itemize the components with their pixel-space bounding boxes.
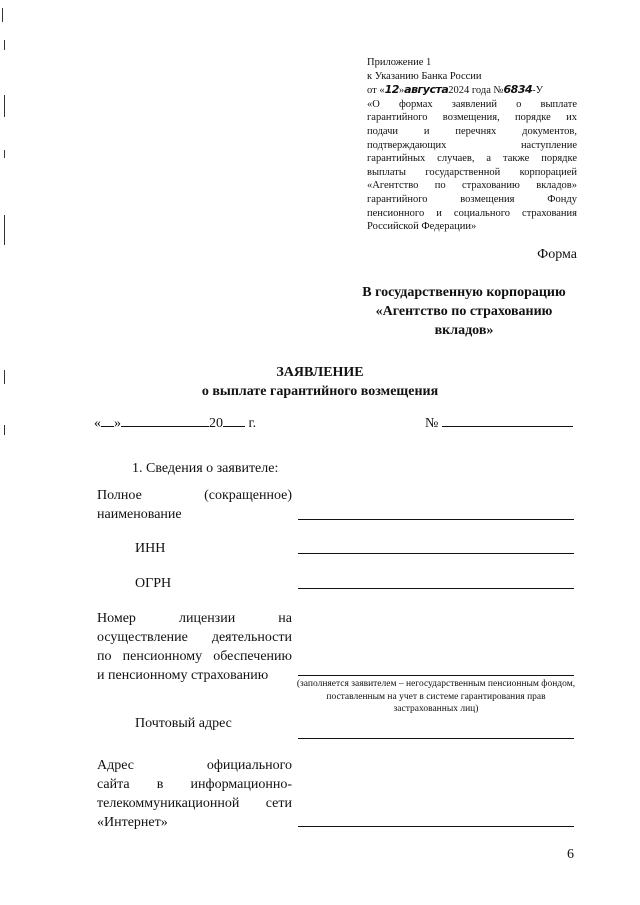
date-day-field[interactable]: [101, 413, 114, 427]
date-close-quote: »: [114, 416, 121, 431]
label-line: телекоммуникационной сети: [97, 796, 292, 811]
appendix-body-line: подачи и перечнях документов,: [367, 125, 577, 137]
label-line: Адрес официального: [97, 758, 292, 773]
title-main: ЗАЯВЛЕНИЕ: [276, 365, 364, 380]
appendix-body-line: пенсионного и социального страхования: [367, 207, 577, 219]
field-label-postal: Почтовый адрес: [135, 716, 232, 731]
license-input-line[interactable]: [298, 675, 574, 676]
appendix-number-suffix: -У: [532, 85, 544, 97]
scan-edge-mark: [2, 8, 3, 22]
name-input-line[interactable]: [298, 519, 574, 520]
ogrn-input-line[interactable]: [298, 588, 574, 589]
field-label-license: [97, 609, 292, 685]
postal-input-line[interactable]: [298, 738, 574, 739]
number-field[interactable]: [442, 413, 573, 427]
appendix-date-line: [367, 83, 577, 98]
date-year-prefix: 20: [209, 416, 223, 431]
number-row: [425, 413, 573, 432]
date-row: [94, 413, 256, 432]
appendix-body-line: «О формах заявлений о выплате: [367, 98, 577, 110]
label-line: и пенсионному страхованию: [97, 668, 269, 683]
appendix-body-line: гарантийного возмещения, порядке их: [367, 112, 577, 124]
label-line: Полное (сокращенное): [97, 488, 292, 503]
scan-edge-mark: [4, 40, 5, 50]
handwritten-number: 6834: [503, 83, 533, 97]
handwritten-day: 12: [384, 83, 399, 97]
date-year-field[interactable]: [223, 413, 245, 427]
label-line: Номер лицензии на: [97, 611, 292, 626]
label-line: по пенсионному обеспечению: [97, 649, 292, 664]
appendix-date-prefix: от «: [367, 85, 385, 97]
field-label-name: [97, 486, 292, 524]
license-note: (заполняется заявителем – негосударственным пенсионным фондом, поставленным на учет в системе гарантирования прав застрахованных лиц): [296, 679, 576, 714]
section-heading: 1. Сведения о заявителе:: [132, 461, 279, 476]
appendix-body-line: выплаты государственной корпорацией: [367, 166, 577, 178]
addressee-line: вкладов»: [434, 323, 494, 338]
appendix-body-line: «Агентство по страхованию вкладов»: [367, 180, 577, 192]
website-input-line[interactable]: [298, 826, 574, 827]
appendix-body-last-line: Российской Федерации»: [367, 221, 477, 233]
label-line: сайта в информационно-: [97, 777, 292, 792]
appendix-body-line: гарантийного возмещения Фонду: [367, 193, 577, 205]
number-sign: №: [425, 416, 439, 431]
addressee-block: [330, 283, 598, 340]
appendix-body-line: подтверждающих наступление: [367, 139, 577, 151]
appendix-body-line: гарантийных случаев, а также порядке: [367, 153, 577, 165]
scan-edge-mark: [4, 215, 5, 245]
field-label-website: [97, 756, 292, 832]
date-open-quote: «: [94, 416, 101, 431]
label-line: «Интернет»: [97, 815, 168, 830]
appendix-date-mid: »: [398, 85, 405, 97]
scan-edge-mark: [4, 150, 5, 158]
form-label: Форма: [537, 247, 577, 262]
appendix-year: 2024 года №: [448, 85, 504, 97]
title-sub: о выплате гарантийного возмещения: [201, 384, 439, 399]
handwritten-month: августа: [404, 83, 449, 97]
scan-edge-mark: [4, 425, 5, 435]
label-line: осуществление деятельности: [97, 630, 292, 645]
page-number: 6: [567, 847, 574, 862]
appendix-line: Приложение 1: [367, 57, 432, 68]
label-line: наименование: [97, 507, 182, 522]
appendix-block: [367, 56, 577, 234]
addressee-line: «Агентство по страхованию: [375, 304, 553, 319]
field-label-inn: ИНН: [135, 541, 166, 556]
document-title: [0, 363, 640, 401]
date-month-field[interactable]: [121, 413, 209, 427]
field-label-ogrn: ОГРН: [135, 576, 172, 591]
addressee-line: В государственную корпорацию: [362, 285, 566, 300]
inn-input-line[interactable]: [298, 553, 574, 554]
appendix-line: к Указанию Банка России: [367, 70, 482, 82]
date-year-suffix: г.: [248, 416, 257, 431]
scan-edge-mark: [4, 95, 5, 117]
